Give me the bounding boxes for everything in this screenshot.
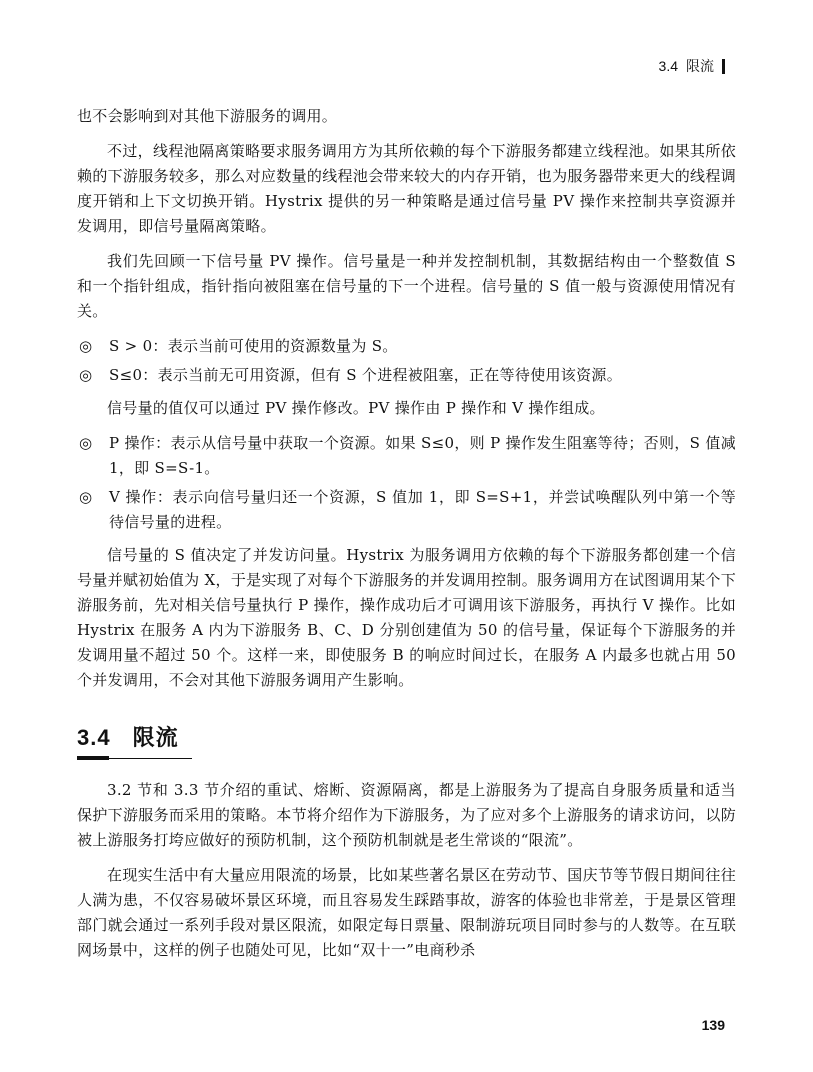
list-item-text: S > 0：表示当前可使用的资源数量为 S。 <box>109 337 398 355</box>
list-item-text: P 操作：表示从信号量中获取一个资源。如果 S≤0，则 P 操作发生阻塞等待；否则，S 值减 1，即 S=S-1。 <box>109 434 736 477</box>
bullet-icon: ◎ <box>79 488 93 506</box>
paragraph: 信号量的值仅可以通过 PV 操作修改。PV 操作由 P 操作和 V 操作组成。 <box>107 399 605 417</box>
section-rule-thick <box>77 756 109 760</box>
bullet-icon: ◎ <box>79 366 93 384</box>
list-item <box>77 363 736 388</box>
paragraph: 不过，线程池隔离策略要求服务调用方为其所依赖的每个下游服务都建立线程池。如果其所依赖的下游服务较多，那么对应数量的线程池会带来较大的内存开销，也为服务器带来更大的线程调度开销和上下文切换开销。Hystrix 提供的另一种策略是通过信号量 PV 操作来控制共享资源并发调用，即信号量隔离策略。 <box>77 142 736 235</box>
page-number: 139 <box>701 1017 725 1033</box>
bullet-icon: ◎ <box>79 434 93 452</box>
pv-operation-list <box>77 431 736 535</box>
paragraph: 我们先回顾一下信号量 PV 操作。信号量是一种并发控制机制，其数据结构由一个整数值 S 和一个指针组成，指针指向被阻塞在信号量的下一个进程。信号量的 S 值一般与资源使用情况有关。 <box>77 252 736 320</box>
section-rule-thin <box>109 758 192 759</box>
list-item <box>77 431 736 481</box>
running-header-section-title: 限流 <box>686 58 714 74</box>
section-number: 3.4 <box>77 725 111 750</box>
section-heading-rule <box>77 756 192 760</box>
running-header-rule <box>722 59 725 74</box>
bullet-icon: ◎ <box>79 337 93 355</box>
paragraph: 在现实生活中有大量应用限流的场景，比如某些著名景区在劳动节、国庆节等节假日期间往往人满为患，不仅容易破坏景区环境，而且容易发生踩踏事故，游客的体验也非常差，于是景区管理部门就会通过一系列手段对景区限流，如限定每日票量、限制游玩项目同时参与的人数等。在互联网场景中，这样的例子也随处可见，比如“双十一”电商秒杀 <box>77 866 736 959</box>
list-item-text: S≤0：表示当前无可用资源，但有 S 个进程被阻塞，正在等待使用该资源。 <box>109 366 623 384</box>
list-item <box>77 334 736 359</box>
running-header-section-number: 3.4 <box>658 58 678 74</box>
body-text <box>77 104 736 973</box>
section-heading <box>77 725 736 750</box>
paragraph: 3.2 节和 3.3 节介绍的重试、熔断、资源隔离，都是上游服务为了提高自身服务质量和适当保护下游服务而采用的策略。本节将介绍作为下游服务，为了应对多个上游服务的请求访问，以防被上游服务打垮应做好的预防机制，这个预防机制就是老生常谈的“限流”。 <box>77 781 736 849</box>
section-title: 限流 <box>132 725 179 750</box>
paragraph: 信号量的 S 值决定了并发访问量。Hystrix 为服务调用方依赖的每个下游服务都创建一个信号量并赋初始值为 X，于是实现了对每个下游服务的并发调用控制。服务调用方在试图调用某个下游服务前，先对相关信号量执行 P 操作，操作成功后才可调用该下游服务，再执行 V 操作。比如 Hystrix 在服务 A 内为下游服务 B、C、D 分别创建值为 50 的信号量，保证每个下游服务的并发调用量不超过 50 个。这样一来，即使服务 B 的响应时间过长，在服务 A 内最多也就占用 50 个并发调用，不会对其他下游服务调用产生影响。 <box>77 546 736 689</box>
paragraph: 也不会影响到对其他下游服务的调用。 <box>77 107 338 125</box>
list-item-text: V 操作：表示向信号量归还一个资源，S 值加 1，即 S=S+1，并尝试唤醒队列中第一个等待信号量的进程。 <box>109 488 736 531</box>
semaphore-value-list <box>77 334 736 388</box>
running-header <box>659 56 725 76</box>
list-item <box>77 485 736 535</box>
